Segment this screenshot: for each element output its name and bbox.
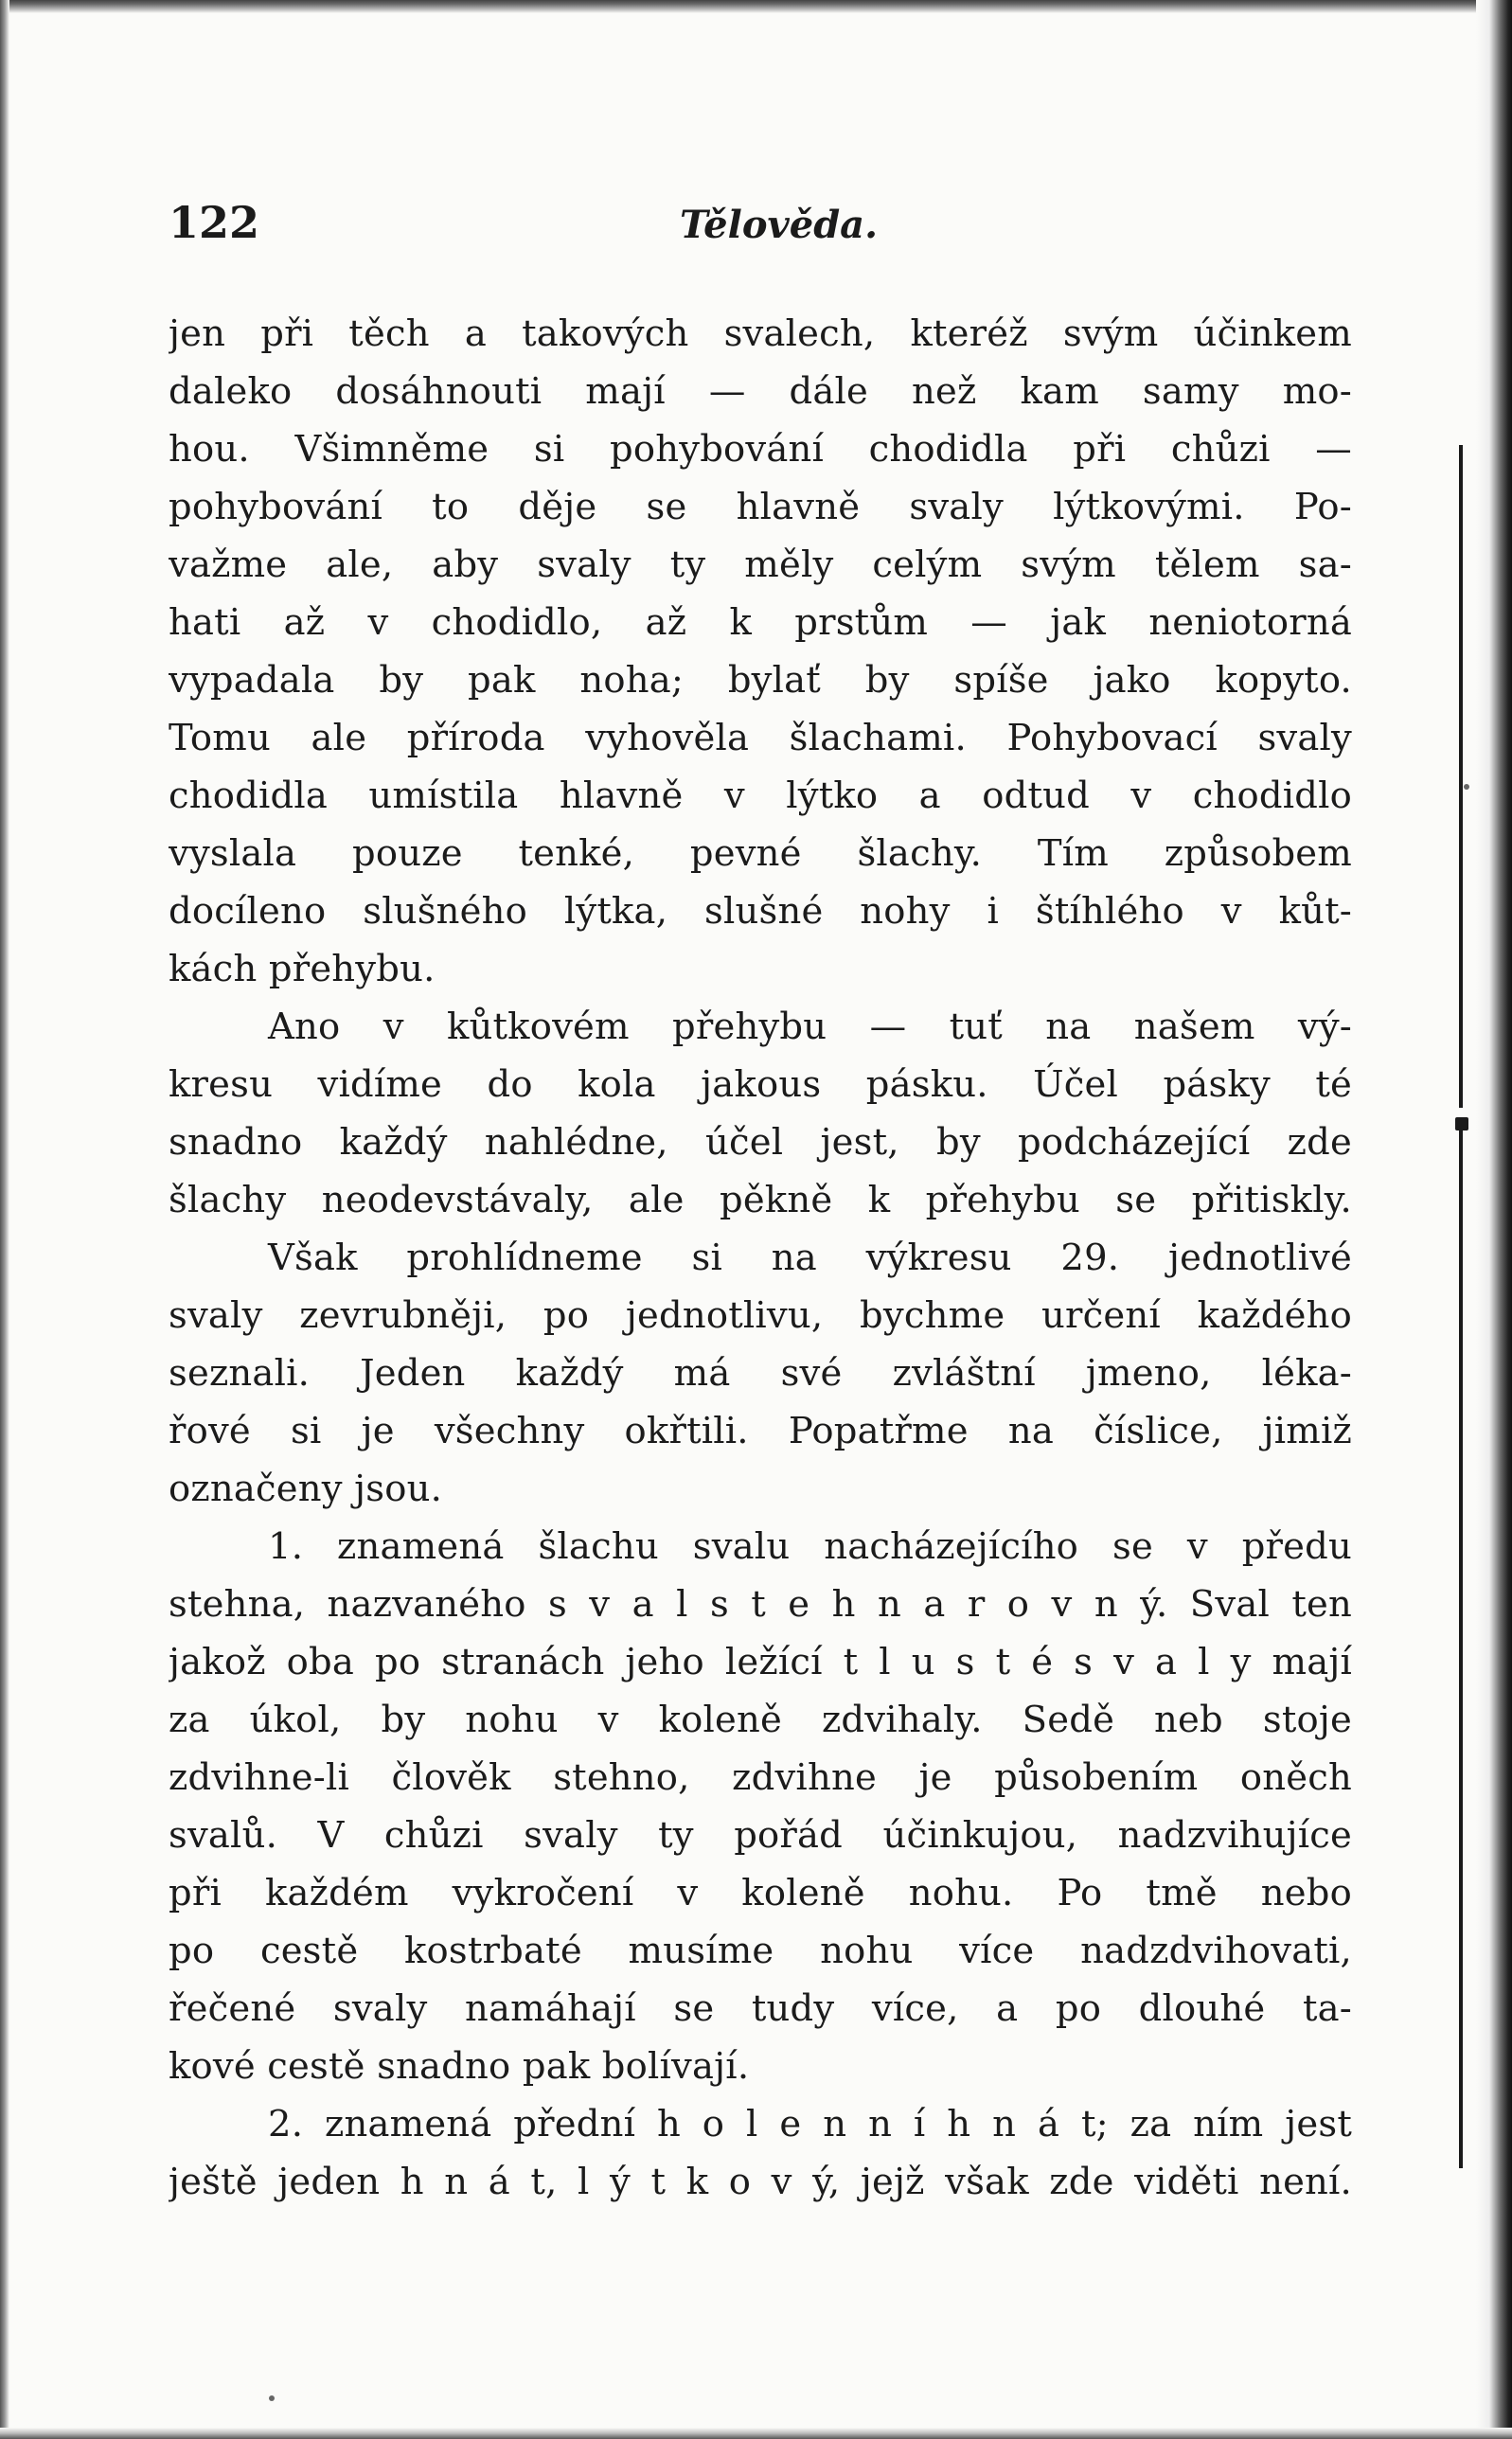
text-line: kové cestě snadno pak bolívají. xyxy=(169,2045,750,2088)
text-line: označeny jsou. xyxy=(169,1468,443,1510)
text-line: Tomu ale příroda vyhověla šlachami. Pohybovací svaly xyxy=(169,717,1352,759)
body-text xyxy=(169,305,1352,2211)
text-line: 2. znamená přední h o l e n n í h n á t; za ním jest xyxy=(268,2103,1352,2145)
text-line: za úkol, by nohu v koleně zdvihaly. Sedě neb stoje xyxy=(169,1699,1352,1741)
scan-edge-right xyxy=(1476,0,1512,2439)
text-line: Však prohlídneme si na výkresu 29. jednotlivé xyxy=(268,1237,1352,1279)
running-title: Tělověda. xyxy=(680,203,879,247)
page-header xyxy=(169,197,1352,263)
text-line: 1. znamená šlachu svalu nacházejícího se v předu xyxy=(268,1525,1352,1568)
text-line: kresu vidíme do kola jakous pásku. Účel pásky té xyxy=(169,1063,1352,1106)
text-line: snadno každý nahlédne, účel jest, by podcházející zde xyxy=(169,1121,1352,1164)
scan-edge-bottom xyxy=(0,2428,1512,2439)
scan-speck xyxy=(1464,784,1469,790)
text-line: hati až v chodidlo, až k prstům — jak neniotorná xyxy=(169,601,1352,644)
text-line: vyslala pouze tenké, pevné šlachy. Tím způsobem xyxy=(169,832,1352,875)
text-line: jen při těch a takových svalech, kteréž svým účinkem xyxy=(169,312,1352,355)
text-line: svaly zevrubněji, po jednotlivu, bychme určení každého xyxy=(169,1294,1352,1337)
text-line: šlachy neodevstávaly, ale pěkně k přehybu se přitiskly. xyxy=(169,1179,1352,1221)
text-line: Ano v kůtkovém přehybu — tuť na našem vý- xyxy=(268,1006,1352,1048)
scan-edge-left xyxy=(0,0,9,2439)
text-line: jakož oba po stranách jeho ležící t l u s t é s v a l y mají xyxy=(169,1641,1352,1683)
text-line: stehna, nazvaného s v a l s t e h n a r o v n ý. Sval ten xyxy=(169,1583,1352,1626)
text-line: řové si je všechny okřtili. Popatřme na číslice, jimiž xyxy=(169,1410,1352,1452)
text-line: docíleno slušného lýtka, slušné nohy i štíhlého v kůt- xyxy=(169,890,1352,933)
text-line: při každém vykročení v koleně nohu. Po tmě nebo xyxy=(169,1872,1352,1914)
text-line: po cestě kostrbaté musíme nohu více nadzdvihovati, xyxy=(169,1930,1352,1972)
text-block xyxy=(169,197,1352,2211)
text-line: vypadala by pak noha; bylať by spíše jako kopyto. xyxy=(169,659,1352,702)
text-line: zdvihne-li člověk stehno, zdvihne je působením oněch xyxy=(169,1756,1352,1799)
scan-speck xyxy=(269,2395,275,2401)
text-line: seznali. Jeden každý má své zvláštní jmeno, léka- xyxy=(169,1352,1352,1395)
margin-rule-lower xyxy=(1459,1127,1463,2168)
margin-rule-upper xyxy=(1459,445,1463,1108)
page-number: 122 xyxy=(169,197,260,248)
text-line: ještě jeden h n á t, l ý t k o v ý, jejž však zde viděti není. xyxy=(169,2161,1352,2203)
text-line: pohybování to děje se hlavně svaly lýtkovými. Po- xyxy=(169,486,1352,528)
text-line: řečené svaly namáhají se tudy více, a po dlouhé ta- xyxy=(169,1987,1352,2030)
scan-edge-top xyxy=(0,0,1512,13)
text-line: daleko dosáhnouti mají — dále než kam samy mo- xyxy=(169,370,1352,413)
text-line: hou. Všimněme si pohybování chodidla při chůzi — xyxy=(169,428,1352,471)
text-line: chodidla umístila hlavně v lýtko a odtud v chodidlo xyxy=(169,774,1352,817)
text-line: kách přehybu. xyxy=(169,948,436,990)
text-line: važme ale, aby svaly ty měly celým svým tělem sa- xyxy=(169,543,1352,586)
text-line: svalů. V chůzi svaly ty pořád účinkujou, nadzvihujíce xyxy=(169,1814,1352,1857)
